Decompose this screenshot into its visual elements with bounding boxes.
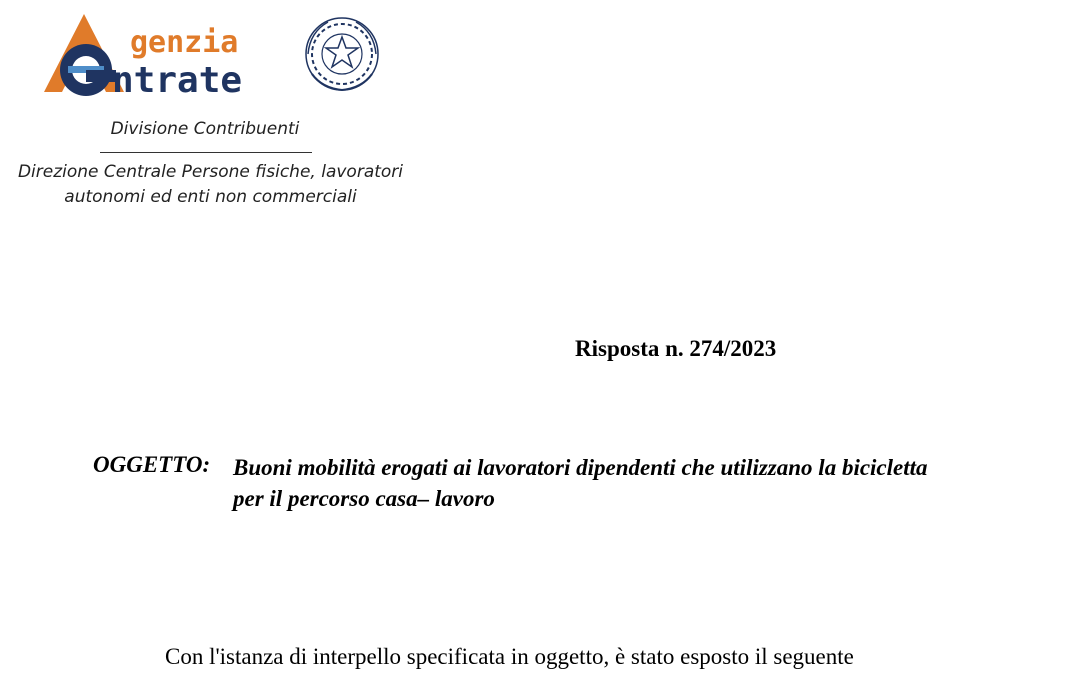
subject-line-1: Buoni mobilità erogati ai lavoratori dipendenti che utilizzano la bicicletta [233, 455, 928, 480]
logo-line2: ntrate [112, 60, 243, 101]
subject-line-2: per il percorso casa– lavoro [233, 486, 495, 511]
division-name: Divisione Contribuenti [110, 119, 300, 139]
logo-line1: genzia [130, 25, 239, 60]
header-divider [100, 152, 312, 153]
directorate-line-1: Direzione Centrale Persone fisiche, lavoratori [17, 162, 404, 182]
directorate-name [0, 160, 433, 210]
subject-text [233, 452, 1033, 514]
directorate-line-2: autonomi ed enti non commerciali [64, 187, 357, 207]
reply-number: Risposta n. 274/2023 [575, 336, 777, 361]
italian-republic-emblem-icon [306, 18, 378, 90]
subject-label: OGGETTO: [93, 452, 211, 477]
body-paragraph: Con l'istanza di interpello specificata in oggetto, è stato esposto il seguente [165, 644, 854, 669]
agenzia-entrate-logo [32, 10, 382, 105]
